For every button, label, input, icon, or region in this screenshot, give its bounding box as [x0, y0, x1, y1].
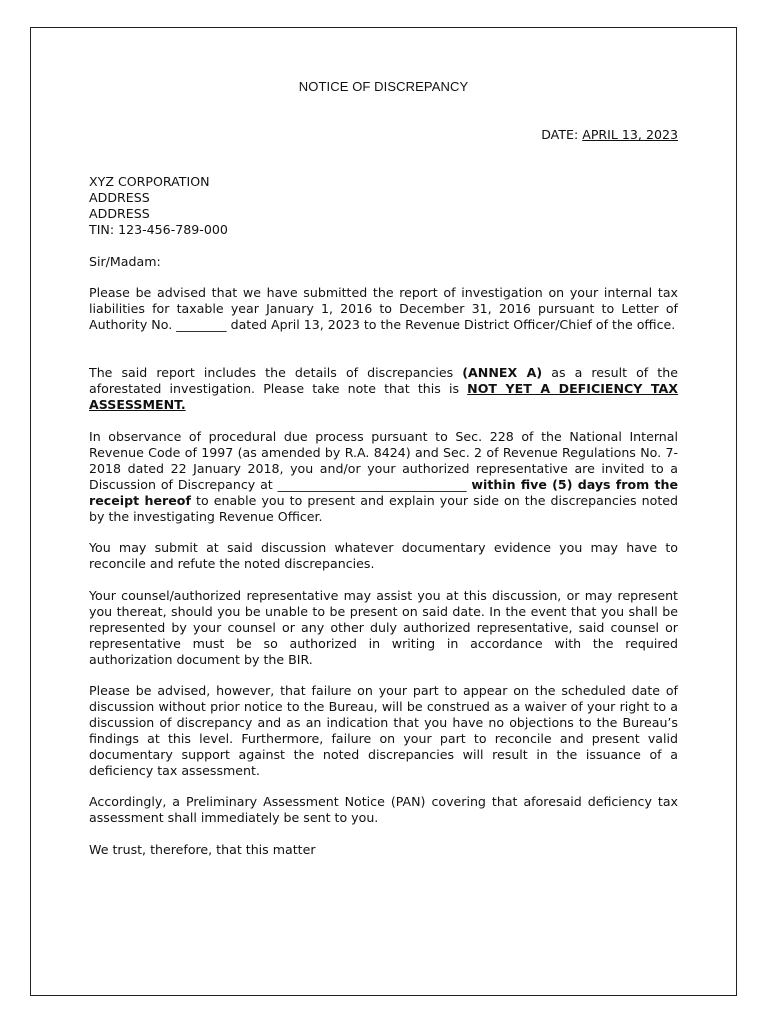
paragraph-pan: Accordingly, a Preliminary Assessment Notice (PAN) covering that aforesaid deficiency tax assessment shall immediately be sent to you.: [89, 794, 678, 825]
salutation: Sir/Madam:: [89, 254, 161, 269]
paragraph-report-details: [89, 365, 678, 413]
addressee-address-line-2: ADDRESS: [89, 206, 150, 221]
not-deficiency-notice: NOT YET A DEFICIENCY TAX ASSESSMENT.: [89, 381, 678, 412]
paragraph-report-details-text-a: The said report includes the details of discrepancies: [89, 365, 463, 380]
paragraph-representative: Your counsel/authorized representative may assist you at this discussion, or may represent you thereat, should you be unable to be present on said date. In the event that you shall be represented by your counsel or any other duly authorized representative, said counsel or representative must be so authorized in writing in accordance with the required authorization document by the BIR.: [89, 588, 678, 667]
annex-reference: (ANNEX A): [462, 365, 543, 380]
date-line: [541, 127, 678, 142]
addressee-block: [89, 174, 228, 238]
date-label: DATE:: [541, 127, 583, 142]
paragraph-due-process-text-a: In observance of procedural due process pursuant to Sec. 228 of the National Internal Revenue Code of 1997 (as amended by R.A. 8424) and Sec. 2 of Revenue Regulations No. 7-2018 dated 22 January 2018, you and/or your authorized representative are invited to a Discussion of Discrepancy at ______________________________: [89, 429, 678, 492]
paragraph-report-submitted: Please be advised that we have submitted the report of investigation on your internal tax liabilities for taxable year January 1, 2016 to December 31, 2016 pursuant to Letter of Authority No. ________ dated April 13, 2023 to the Revenue District Officer/Chief of the office.: [89, 285, 678, 332]
addressee-address-line-1: ADDRESS: [89, 190, 150, 205]
addressee-name: XYZ CORPORATION: [89, 174, 210, 189]
paragraph-failure-to-appear: Please be advised, however, that failure on your part to appear on the scheduled date of discussion without prior notice to the Bureau, will be construed as a waiver of your right to a discussion of discrepancy and as an indication that you have no objections to the Bureau’s findings at this level. Furthermore, failure on your part to reconcile and present valid documentary support against the noted discrepancies will result in the issuance of a deficiency tax assessment.: [89, 683, 678, 778]
deadline-emphasis: within five (5) days from the receipt hereof: [89, 477, 679, 508]
addressee-tin: TIN: 123-456-789-000: [89, 222, 228, 237]
paragraph-due-process-text-b: to enable you to present and explain your side on the discrepancies noted by the investigating Revenue Officer.: [89, 493, 678, 524]
date-value: APRIL 13, 2023: [582, 127, 678, 142]
paragraph-closing: We trust, therefore, that this matter: [89, 842, 316, 857]
paragraph-due-process: [89, 429, 678, 525]
paragraph-report-details-text-b: as a result of the aforestated investigation. Please take note that this is: [89, 365, 678, 396]
paragraph-evidence: You may submit at said discussion whatever documentary evidence you may have to reconcile and refute the noted discrepancies.: [89, 540, 678, 571]
document-title: NOTICE OF DISCREPANCY: [298, 79, 469, 94]
